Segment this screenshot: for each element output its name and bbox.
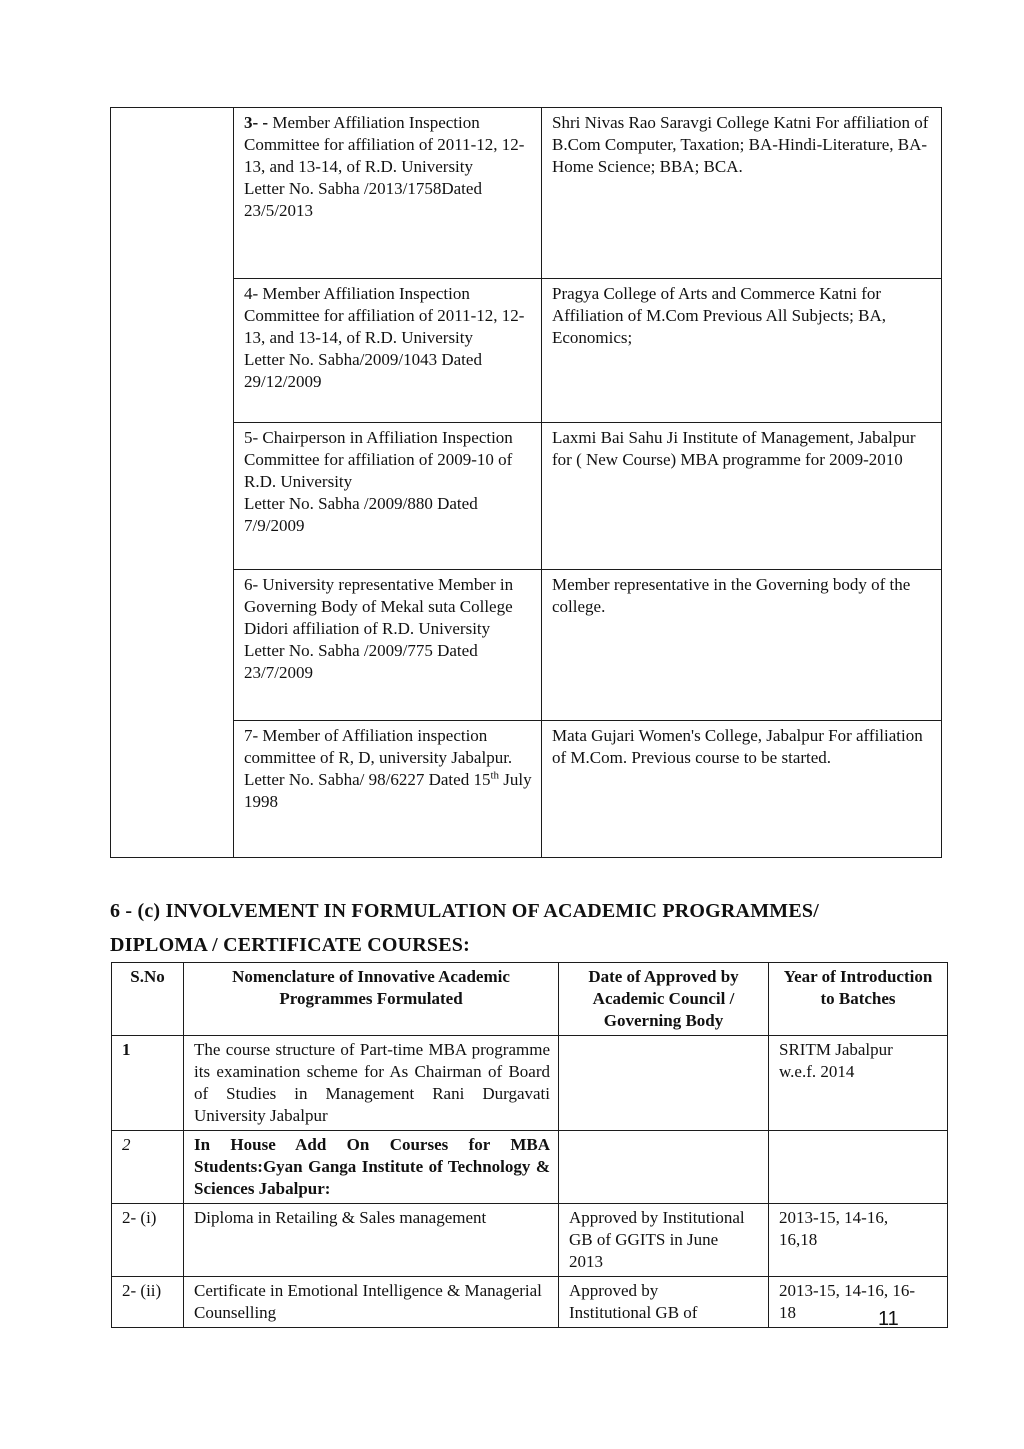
year-cell: 2013-15, 14-16, 16- 18 xyxy=(769,1277,948,1328)
date-approved-cell xyxy=(559,1036,769,1131)
section-heading xyxy=(110,894,950,962)
affiliation-committee-table xyxy=(110,107,942,858)
committee-role-cell xyxy=(234,423,542,570)
letter-reference: Letter No. Sabha /2009/880 Dated 7/9/2009 xyxy=(244,494,478,535)
date-approved-cell xyxy=(559,1131,769,1204)
spacer-cell xyxy=(111,108,234,858)
date-approved-cell: Approved by Institutional GB of xyxy=(559,1277,769,1328)
committee-role-cell xyxy=(234,570,542,721)
year-cell: 2013-15, 14-16, 16,18 xyxy=(769,1204,948,1277)
page-number: 11 xyxy=(878,1308,899,1330)
committee-role-cell xyxy=(234,108,542,279)
academic-programmes-table xyxy=(111,962,948,1328)
role-text: 7- Member of Affiliation inspection committee of R, D, university Jabalpur. xyxy=(244,726,513,767)
table-row xyxy=(111,279,942,423)
institution-cell: Laxmi Bai Sahu Ji Institute of Management, Jabalpur for ( New Course) MBA programme for 2009-2010 xyxy=(542,423,942,570)
col-header-year-introduction: Year of Introduction to Batches xyxy=(769,963,948,1036)
institution-cell: Shri Nivas Rao Saravgi College Katni For affiliation of B.Com Computer, Taxation; BA-Hindi-Literature, BA- Home Science; BBA; BCA. xyxy=(542,108,942,279)
table-row xyxy=(111,108,942,279)
sno-cell: 1 xyxy=(112,1036,184,1131)
committee-role-cell xyxy=(234,721,542,858)
institution-cell: Mata Gujari Women's College, Jabalpur For affiliation of M.Com. Previous course to be started. xyxy=(542,721,942,858)
table-row xyxy=(112,1036,948,1131)
col-header-nomenclature: Nomenclature of Innovative Academic Programmes Formulated xyxy=(184,963,559,1036)
sno-cell: 2 xyxy=(112,1131,184,1204)
role-text: 6- University representative Member in Governing Body of Mekal suta College Didori affiliation of R.D. University xyxy=(244,575,514,638)
table-header-row xyxy=(112,963,948,1036)
table-row xyxy=(112,1204,948,1277)
section-heading-line2: DIPLOMA / CERTIFICATE COURSES: xyxy=(110,934,470,956)
col-header-sno: S.No xyxy=(112,963,184,1036)
year-cell: SRITM Jabalpur w.e.f. 2014 xyxy=(769,1036,948,1131)
table-row xyxy=(111,721,942,858)
year-cell xyxy=(769,1131,948,1204)
section-heading-line1: 6 - (c) INVOLVEMENT IN FORMULATION OF ACADEMIC PROGRAMMES/ xyxy=(110,900,819,922)
role-text: 5- Chairperson in Affiliation Inspection Committee for affiliation of 2009-10 of R.D. University xyxy=(244,428,513,491)
letter-reference: Letter No. Sabha /2013/1758Dated 23/5/2013 xyxy=(244,179,482,220)
letter-reference: Letter No. Sabha /2009/775 Dated 23/7/2009 xyxy=(244,641,478,682)
role-text: 3- - Member Affiliation Inspection Committee for affiliation of 2011-12, 12-13, and 13-14, of R.D. University xyxy=(244,113,525,176)
role-number: 3- - xyxy=(244,113,273,132)
date-approved-cell: Approved by Institutional GB of GGITS in June 2013 xyxy=(559,1204,769,1277)
sno-cell: 2- (i) xyxy=(112,1204,184,1277)
col-header-date-approved: Date of Approved by Academic Council / Governing Body xyxy=(559,963,769,1036)
committee-role-cell xyxy=(234,279,542,423)
table-row xyxy=(112,1277,948,1328)
table-row xyxy=(111,423,942,570)
sno-cell: 2- (ii) xyxy=(112,1277,184,1328)
institution-cell: Member representative in the Governing body of the college. xyxy=(542,570,942,721)
letter-reference: Letter No. Sabha/2009/1043 Dated 29/12/2009 xyxy=(244,350,482,391)
programme-name-cell: Certificate in Emotional Intelligence & Managerial Counselling xyxy=(184,1277,559,1328)
table-row xyxy=(111,570,942,721)
letter-reference: Letter No. Sabha/ 98/6227 Dated 15th July 1998 xyxy=(244,769,532,811)
table-row xyxy=(112,1131,948,1204)
programme-name-cell: The course structure of Part-time MBA programme its examination scheme for As Chairman of Board of Studies in Management Rani Durgavati University Jabalpur xyxy=(184,1036,559,1131)
role-text: 4- Member Affiliation Inspection Committee for affiliation of 2011-12, 12-13, and 13-14, of R.D. University xyxy=(244,284,525,347)
programme-name-cell: In House Add On Courses for MBA Students:Gyan Ganga Institute of Technology & Sciences Jabalpur: xyxy=(184,1131,559,1204)
institution-cell: Pragya College of Arts and Commerce Katni for Affiliation of M.Com Previous All Subjects; BA, Economics; xyxy=(542,279,942,423)
programme-name-cell: Diploma in Retailing & Sales management xyxy=(184,1204,559,1277)
